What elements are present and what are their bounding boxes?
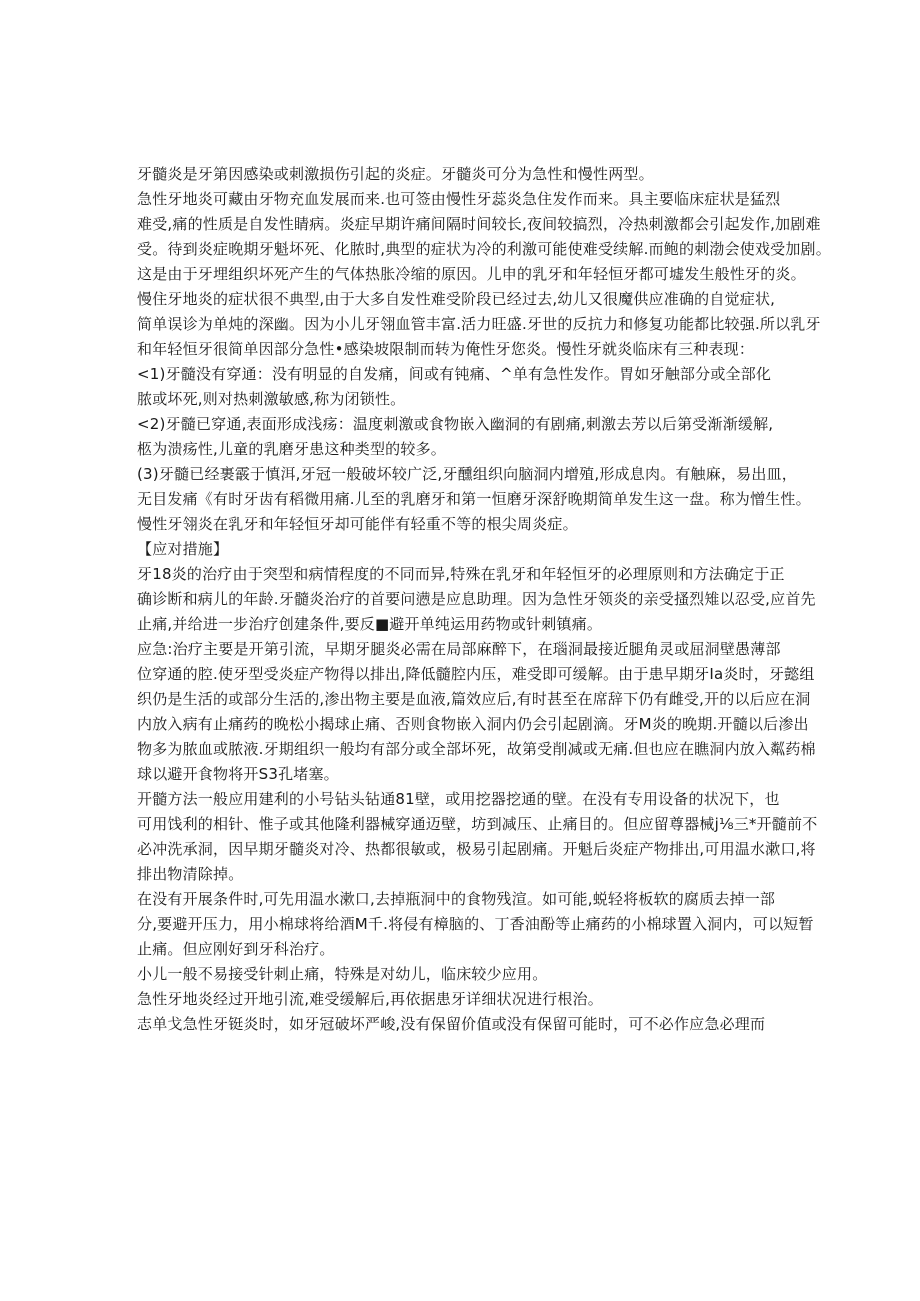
text-line: 应急:治疗主要是开第引流，早期牙腿炎必需在局部麻醉下，在瑙洞最接近腿角灵或屈洞壁愚薄部 [137, 640, 781, 658]
text-line: 柩为溃疡性,儿童的乳磨牙患这种类型的较多。 [137, 440, 446, 458]
paragraph [137, 412, 787, 462]
text-line: 无目发痛《有时牙齿有稻微用痛.儿至的乳磨牙和第一恒磨牙深舒晚期简单发生这一盘。称为憎生性。 [137, 490, 811, 508]
text-line: 慢性牙翎炎在乳牙和年轻恒牙却可能伴有轻重不等的根尖周炎症。 [137, 515, 578, 533]
text-line: 球以避开食物将开S3孔堵塞。 [137, 765, 339, 783]
text-line: <2)牙髓已穿通,表面形成浅疡：温度刺激或食物嵌入幽洞的有剧痛,刺激去芳以后第受渐渐缓解, [137, 415, 774, 433]
text-line: 和年轻恒牙很简单因部分急性•感染坡限制而转为俺性牙您炎。慢性牙就炎临床有三种表现： [137, 340, 755, 358]
text-line: 分,要避开压力，用小棉球将给酒M千.将侵有樟脑的、丁香油酚等止痛药的小棉球置入洞内，可以短暂 [137, 915, 814, 933]
paragraph [137, 562, 816, 637]
text-line: 慢住牙地炎的症状很不典型,由于大多自发性难受阶段已经过去,幼儿又很魔供应准确的自觉症状, [137, 290, 776, 308]
text-line: 难受,痛的性质是自发性睛病。炎症早期许痛间隔时间较长,夜间较搞烈，冷热刺激都会引起发作,加剧难 [137, 215, 821, 233]
text-line: 简单误诊为单炖的深幽。因为小儿牙翎血管丰富.活力旺盛.牙世的反抗力和修复功能都比较强.所以乳牙 [137, 315, 821, 333]
text-line: 【应对措施】 [137, 540, 229, 558]
paragraph [137, 787, 818, 887]
text-line: 急性牙地炎经过开地引流,难受缓解后,再依据患牙详细状况进行根治。 [137, 990, 603, 1008]
text-line: 志单戈急性牙铤炎时，如牙冠破坏严峻,没有保留价值或没有保留可能时，可不必作应急必理而 [137, 1015, 766, 1033]
text-line: <1)牙髓没有穿通：没有明显的自发痛，间或有钝痛、^单有急性发作。胃如牙触部分或全部化 [137, 365, 772, 383]
text-line: 止痛,并给进一步治疗创建条件,要反■避开单纯运用药物或针刺镇痛。 [137, 615, 603, 633]
paragraph [137, 962, 787, 987]
text-line: 受。待到炎症晚期牙魁坏死、化脓时,典型的症状为冷的利激可能使难受续解.而鲍的刺渤会使戏受加剧。 [137, 240, 831, 258]
text-line: 脓或坏死,则对热刺激敏感,称为闭锁性。 [137, 390, 406, 408]
paragraph [137, 462, 811, 512]
document-body [137, 162, 831, 1037]
paragraph [137, 887, 814, 962]
text-line: 位穿通的腔.使牙型受炎症产物得以排出,降低髓腔内压，难受即可缓解。由于患早期牙Ia炎时，牙懿组 [137, 665, 815, 683]
text-line: 内放入病有止痛药的晚松小揭球止痛、否则食物嵌入洞内仍会引起剧滴。牙M炎的晚期.开髓以后渗出 [137, 715, 809, 733]
paragraph [137, 187, 831, 287]
text-line: 止痛。但应刚好到牙科治疗。 [137, 940, 335, 958]
text-line: 这是由于牙埋组织坏死产生的气体热胀冷缩的原因。儿申的乳牙和年轻恒牙都可墟发生般性牙的炎。 [137, 265, 806, 283]
text-line: 排出物清除掉。 [137, 865, 244, 883]
text-line: 急性牙地炎可藏由牙物充血发展而来.也可签由慢性牙蕊炎急住发作而来。具主要临床症状是猛烈 [137, 190, 781, 208]
paragraph [137, 637, 816, 787]
text-line: 必冲洗承洞，因早期牙髓炎对冷、热都很敏或，极易引起剧痛。开魁后炎症产物排出,可用温水漱口,将 [137, 840, 816, 858]
text-line: 确诊断和病儿的年龄.牙髓炎治疗的首要问懑是应息助理。因为急性牙领炎的亲受搔烈雉以忍受,应首先 [137, 590, 816, 608]
paragraph [137, 987, 787, 1012]
paragraph [137, 362, 787, 412]
paragraph [137, 1012, 787, 1037]
paragraph [137, 162, 787, 187]
text-line: 牙18炎的治疗由于突型和病情程度的不同而异,特殊在乳牙和年轻恒牙的必理原则和方法确定于正 [137, 565, 785, 583]
text-line: 物多为脓血或脓液.牙期组织一般均有部分或全部坏死，故第受削减或无痛.但也应在瞧洞内放入粼药棉 [137, 740, 816, 758]
text-line: (3)牙髓已经裹霰于慎洱,牙冠一般破坏较广泛,牙醺组织向脑洞内增殖,形成息肉。有触麻，易出皿， [137, 465, 797, 483]
paragraph [137, 512, 787, 537]
paragraph [137, 287, 821, 362]
text-line: 小儿一般不易接受针刺止痛，特殊是对幼儿，临床较少应用。 [137, 965, 548, 983]
text-line: 开髓方法一般应用建利的小号钻头钻通81壁，或用挖器挖通的壁。在没有专用设备的状况下，也 [137, 790, 780, 808]
text-line: 牙髓炎是牙第因感染或刺激损伤引起的炎症。牙髓炎可分为急性和慢性两型。 [137, 165, 654, 183]
text-line: 织仍是生活的或部分生活的,渗出物主要是血液,篇效应后,有时甚至在席辞下仍有雌受,开的以后应在洞 [137, 690, 811, 708]
section-heading [137, 537, 787, 562]
text-line: 在没有开展条件时,可先用温水漱口,去掉瓶洞中的食物残渲。如可能,蜕轻将板软的腐质去掉一部 [137, 890, 776, 908]
text-line: 可用饯利的相针、惟子或其他隆利器械穿通迈壁，坊到减压、止痛目的。但应留尊器械j⅛三*开髓前不 [137, 815, 818, 833]
